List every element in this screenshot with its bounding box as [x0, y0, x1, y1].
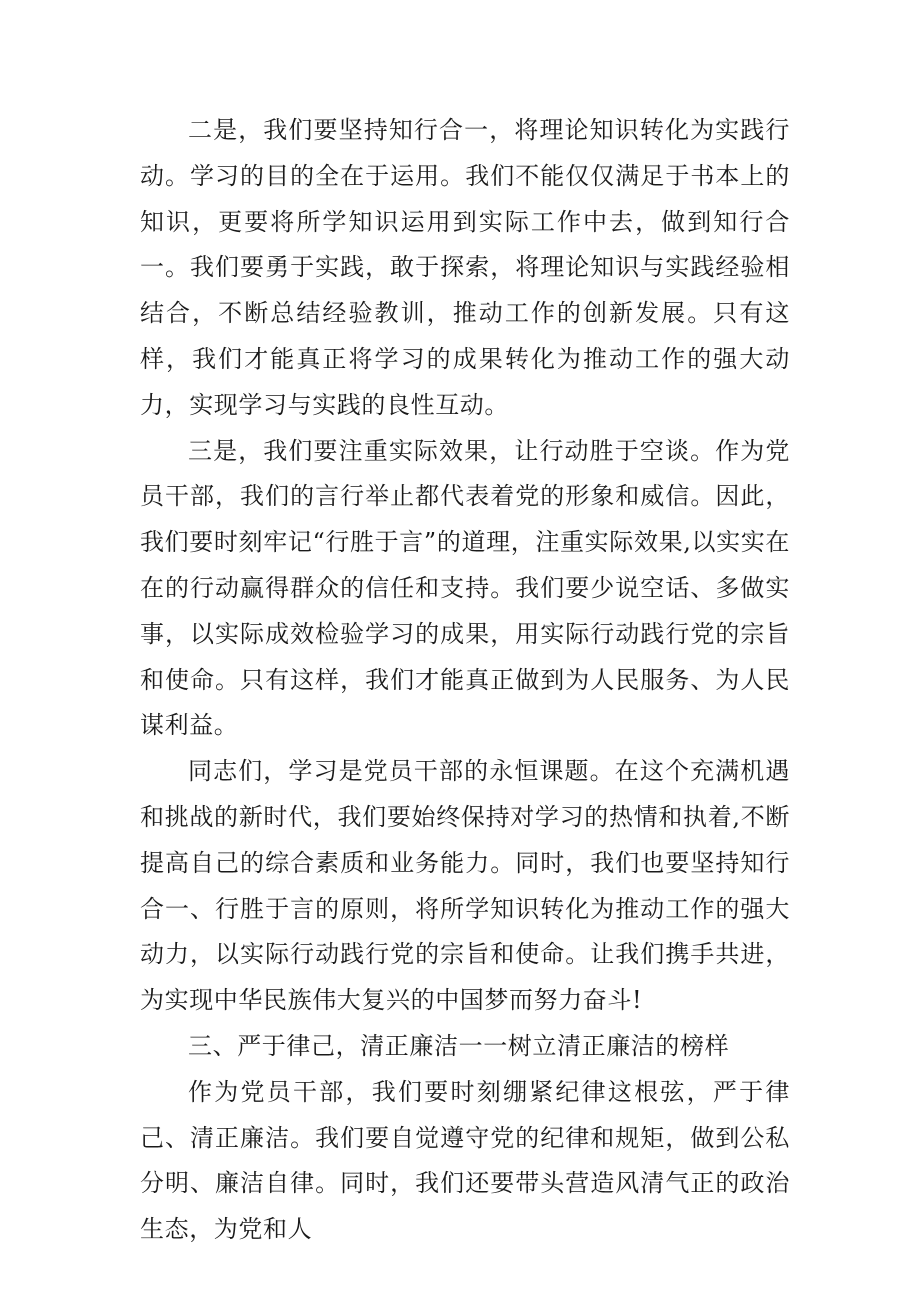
document-page [140, 108, 790, 1253]
paragraph-second-point: 二是，我们要坚持知行合一，将理论知识转化为实践行动。学习的目的全在于运用。我们不能仅仅满足于书本上的知识，更要将所学知识运用到实际工作中去，做到知行合一。我们要勇于实践，敢于探索，将理论知识与实践经验相结合，不断总结经验教训，推动工作的创新发展。只有这样，我们才能真正将学习的成果转化为推动工作的强大动力，实现学习与实践的良性互动。 [140, 116, 790, 419]
paragraph-section-intro: 作为党员干部，我们要时刻绷紧纪律这根弦，严于律己、清正廉洁。我们要自觉遵守党的纪律和规矩，做到公私分明、廉洁自律。同时，我们还要带头营造风清气正的政治生态，为党和人 [140, 1077, 790, 1244]
section-heading: 三、严于律己，清正廉洁一一树立清正廉洁的榜样 [188, 1031, 730, 1060]
paragraph-conclusion: 同志们，学习是党员干部的永恒课题。在这个充满机遇和挑战的新时代，我们要始终保持对学习的热情和执着,不断提高自己的综合素质和业务能力。同时，我们也要坚持知行合一、行胜于言的原则，将所学知识转化为推动工作的强大动力，以实际行动践行党的宗旨和使命。让我们携手共进，为实现中华民族伟大复兴的中国梦而努力奋斗! [140, 757, 790, 1015]
paragraph-third-point: 三是，我们要注重实际效果，让行动胜于空谈。作为党员干部，我们的言行举止都代表着党的形象和威信。因此，我们要时刻牢记“行胜于言”的道理，注重实际效果,以实实在在的行动赢得群众的信任和支持。我们要少说空话、多做实事，以实际成效检验学习的成果，用实际行动践行党的宗旨和使命。只有这样，我们才能真正做到为人民服务、为人民谋利益。 [140, 436, 790, 740]
